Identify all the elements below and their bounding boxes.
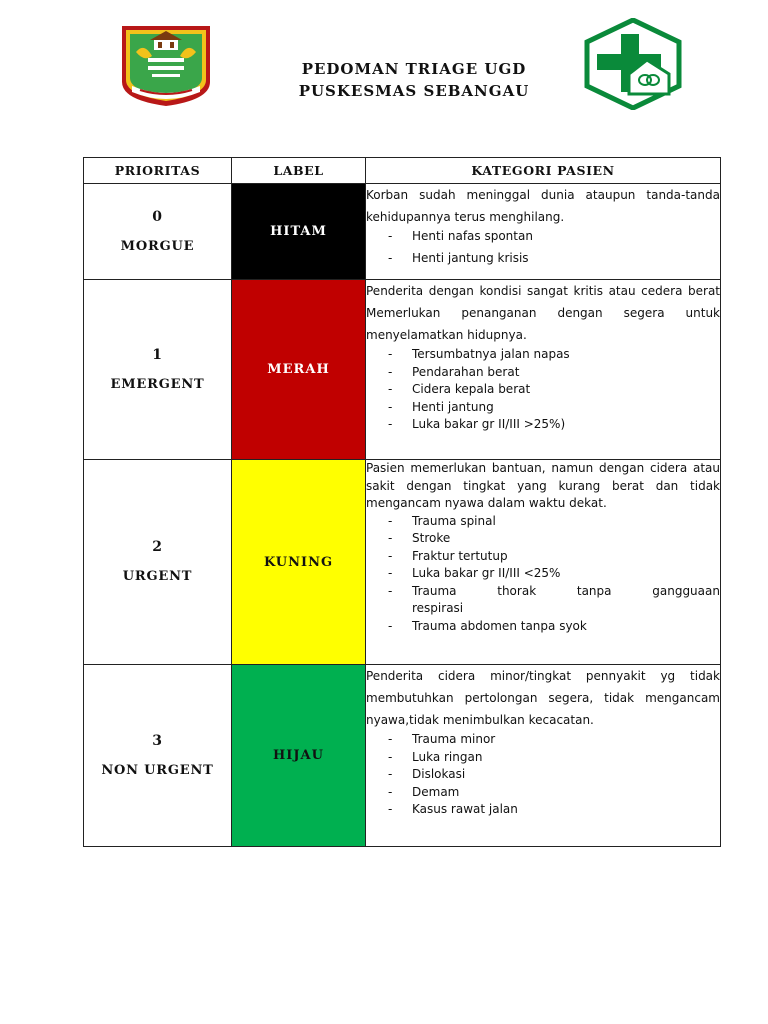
category-list <box>366 731 720 819</box>
table-row-non-urgent <box>84 665 721 847</box>
list-item: - Luka bakar gr II/III >25%) <box>388 416 720 434</box>
header-prioritas: PRIORITAS <box>84 158 232 184</box>
list-item: - Luka ringan <box>388 749 720 767</box>
list-item: - Pendarahan berat <box>388 364 720 382</box>
list-item: - Demam <box>388 784 720 802</box>
header-kategori-pasien: KATEGORI PASIEN <box>366 158 721 184</box>
list-item: - Henti jantung <box>388 399 720 417</box>
title-line-2: PUSKESMAS SEBANGAU <box>298 82 530 100</box>
category-description: Penderita dengan kondisi sangat kritis atau cedera berat Memerlukan penanganan dengan segera untuk menyelamatkan hidupnya. <box>366 284 720 342</box>
category-description: Korban sudah meninggal dunia ataupun tanda-tanda kehidupannya terus menghilang. <box>366 188 720 224</box>
label-cell-hijau <box>232 665 366 847</box>
word: tanpa <box>576 583 612 598</box>
priority-cell <box>84 665 232 847</box>
title-line-1: PEDOMAN TRIAGE UGD <box>301 60 527 78</box>
triage-table <box>83 157 721 847</box>
list-item: - Trauma minor <box>388 731 720 749</box>
list-item: - Trauma abdomen tanpa syok <box>388 618 720 636</box>
priority-number: 2 <box>152 539 163 555</box>
category-list <box>366 346 720 434</box>
label-cell-kuning <box>232 460 366 665</box>
list-item: - Trauma spinal <box>388 513 720 531</box>
priority-name: URGENT <box>122 569 193 584</box>
category-cell <box>366 184 721 280</box>
list-item: - Henti jantung krisis <box>388 250 720 268</box>
priority-name: NON URGENT <box>101 762 214 778</box>
category-cell <box>366 280 721 460</box>
list-item: - Luka bakar gr II/III <25% <box>388 565 720 583</box>
list-item <box>388 583 720 618</box>
list-item: - Henti nafas spontan <box>388 228 720 246</box>
category-cell <box>366 460 721 665</box>
word: - Trauma <box>412 583 457 598</box>
priority-number: 0 <box>152 208 163 225</box>
word: gangguaan <box>652 583 720 598</box>
table-row-emergent <box>84 280 721 460</box>
puskesmas-logo <box>583 18 683 110</box>
label-cell-hitam <box>232 184 366 280</box>
priority-name: EMERGENT <box>110 376 205 392</box>
category-cell <box>366 665 721 847</box>
list-item: - Tersumbatnya jalan napas <box>388 346 720 364</box>
label-cell-merah <box>232 280 366 460</box>
list-item: - Fraktur tertutup <box>388 548 720 566</box>
category-list <box>366 513 720 636</box>
list-item-spread <box>412 583 720 601</box>
priority-number: 3 <box>152 732 163 749</box>
priority-cell <box>84 184 232 280</box>
list-item: - Stroke <box>388 530 720 548</box>
list-item: - Cidera kepala berat <box>388 381 720 399</box>
label-text: HITAM <box>270 224 327 239</box>
table-header-row <box>84 158 721 184</box>
regional-crest-logo <box>118 22 214 108</box>
priority-number: 1 <box>152 346 163 363</box>
document-title <box>230 58 598 102</box>
word: thorak <box>497 583 537 598</box>
label-text: MERAH <box>267 362 330 377</box>
list-item: - Dislokasi <box>388 766 720 784</box>
category-description: Penderita cidera minor/tingkat pennyakit yg tidak membutuhkan pertolongan segera, tidak mengancam nyawa,tidak menimbulkan kecacatan. <box>366 669 720 727</box>
list-item: - Kasus rawat jalan <box>388 801 720 819</box>
priority-cell <box>84 280 232 460</box>
label-text: KUNING <box>263 554 334 570</box>
list-item-continuation: respirasi <box>412 601 464 615</box>
table-row-morgue <box>84 184 721 280</box>
category-list <box>366 228 720 267</box>
label-text: HIJAU <box>273 748 324 763</box>
table-row-urgent <box>84 460 721 665</box>
category-description: Pasien memerlukan bantuan, namun dengan cidera atau sakit dengan tingkat yang kurang berat dan tidak mengancam nyawa dalam waktu dekat. <box>366 461 720 510</box>
priority-cell <box>84 460 232 665</box>
header-label: LABEL <box>232 158 366 184</box>
priority-name: MORGUE <box>120 238 195 254</box>
